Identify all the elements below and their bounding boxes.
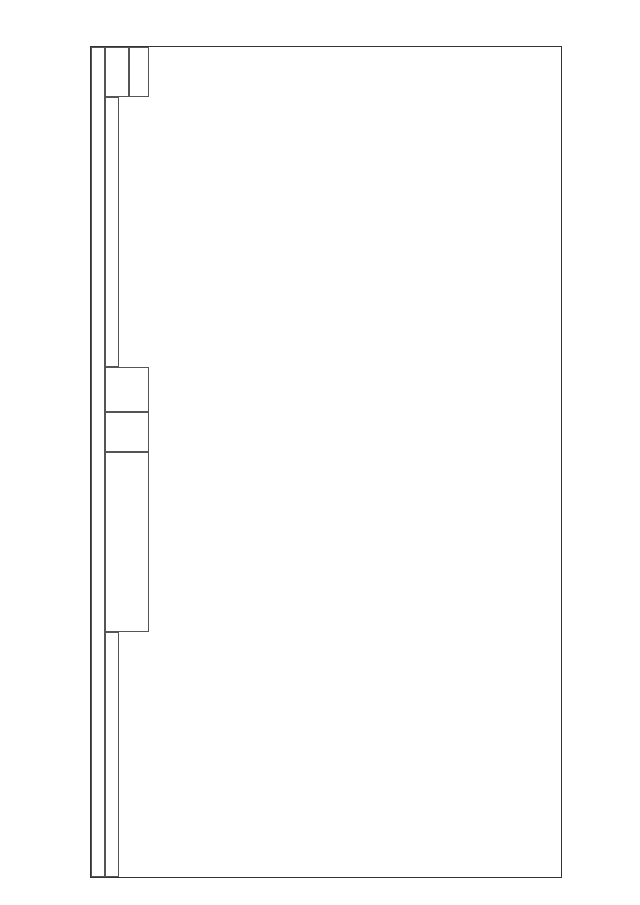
program-table: [90, 46, 562, 878]
period-header: [105, 97, 119, 367]
budget-class-header: [91, 47, 105, 877]
name-header: [105, 452, 149, 632]
program-class-header: [105, 632, 119, 877]
base-year-header: [105, 367, 149, 412]
unit-header: [105, 412, 149, 452]
target-header: [105, 47, 129, 97]
target-value-label: [129, 47, 149, 97]
